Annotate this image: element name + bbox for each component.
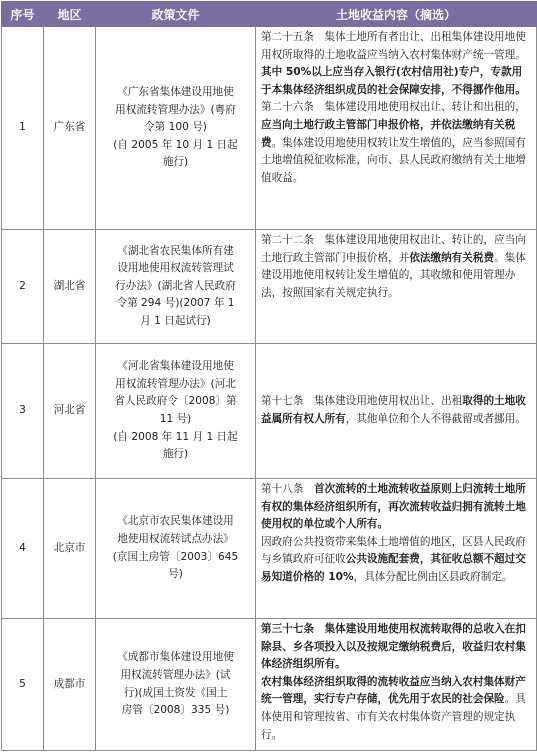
row-serial: 2: [2, 230, 44, 344]
row-region: 北京市: [44, 479, 96, 619]
row-policy-document: 《成都市集体建设用地使 用权流转管理办法》(试 行)(成国土资发《国土 房管〔2008〕335 号): [96, 619, 256, 751]
row-policy-document: 《北京市农民集体建设用 地使用权流转试点办法》 (京国土房管〔2003〕645 号): [96, 479, 256, 619]
row-region: 广东省: [44, 27, 96, 230]
row-region: 河北省: [44, 344, 96, 479]
content-paragraph: 第二十二条 集体建设用地使用权出让、转让的，应当向土地行政主管部门申报价格，并依法缴纳有关税费。集体建设用地使用权转让发生增值的，其收缴和使用管理办法，按照国家有关规定执行。: [261, 234, 526, 299]
row-revenue-content: [256, 230, 537, 344]
row-region: 成都市: [44, 619, 96, 751]
table-row: [2, 230, 537, 344]
table-header-row: [2, 2, 537, 27]
row-revenue-content: [256, 619, 537, 751]
table-row: [2, 479, 537, 619]
content-paragraph: 第二十五条 集体土地所有者出让、出租集体建设用地使用权所取得的土地收益应当纳入农村集体财产统一管理。其中 50%以上应当存入银行(农村信用社)专户，专款用于本集体经济组织成员的社会保障安排，不得挪作他用。: [261, 31, 526, 96]
header-serial: 序号: [2, 2, 44, 27]
content-paragraph: 因政府公共投资带来集体土地增值的地区，区县人民政府与乡镇政府可征收公共设施配套费，其征收总额不超过交易知道价格的 10%，具体分配比例由区县政府制定。: [261, 535, 526, 583]
row-revenue-content: [256, 27, 537, 230]
row-policy-document: 《广东省集体建设用地使 用权流转管理办法》(粤府 令第 100 号) (自 2005 年 10 月 1 日起 施行): [96, 27, 256, 230]
policy-table: [1, 1, 537, 751]
content-paragraph: 第二十六条 集体建设用地使用权出让、转让和出租的，应当向土地行政主管部门申报价格，并依法缴纳有关税费。集体建设用地使用权转让发生增值的，应当参照国有土地增值税征收标准，向市、县人民政府缴纳有关土地增值收益。: [261, 101, 526, 184]
row-serial: 3: [2, 344, 44, 479]
header-policy-document: 政策文件: [96, 2, 256, 27]
content-paragraph: 农村集体经济组织取得的流转收益应当纳入农村集体财产统一管理，实行专户存储，优先用于农民的社会保险。具体使用和管理按省、市有关农村集体资产管理的规定执行。: [261, 675, 526, 741]
content-paragraph: 第十七条 集体建设用地使用权出让、出租取得的土地收益属所有权人所有，其他单位和个人不得截留或者挪用。: [261, 395, 526, 425]
content-paragraph: 第三十七条 集体建设用地使用权流转取得的总收入在扣除县、乡各项投入以及按规定缴纳税费后，收益归农村集体经济组织所有。: [261, 623, 526, 671]
row-policy-document: 《湖北省农民集体所有建 设用地使用权流转管理试 行办法》(湖北省人民政府 令第 294 号)(2007 年 1 月 1 日起试行): [96, 230, 256, 344]
table-row: [2, 344, 537, 479]
row-serial: 5: [2, 619, 44, 751]
content-paragraph: 第十八条 首次流转的土地流转收益原则上归流转土地所有权的集体经济组织所有，再次流转收益归拥有流转土地使用权的单位或个人所有。: [261, 483, 526, 531]
table-row: [2, 27, 537, 230]
table-row: [2, 619, 537, 751]
header-region: 地区: [44, 2, 96, 27]
header-land-revenue-content: 土地收益内容（摘选）: [256, 2, 537, 27]
row-revenue-content: [256, 479, 537, 619]
row-serial: 4: [2, 479, 44, 619]
row-revenue-content: [256, 344, 537, 479]
row-policy-document: 《河北省集体建设用地使 用权流转管理办法》(河北 省人民政府令〔2008〕第 11 号) (自 2008 年 11 月 1 日起 施行): [96, 344, 256, 479]
row-region: 湖北省: [44, 230, 96, 344]
row-serial: 1: [2, 27, 44, 230]
